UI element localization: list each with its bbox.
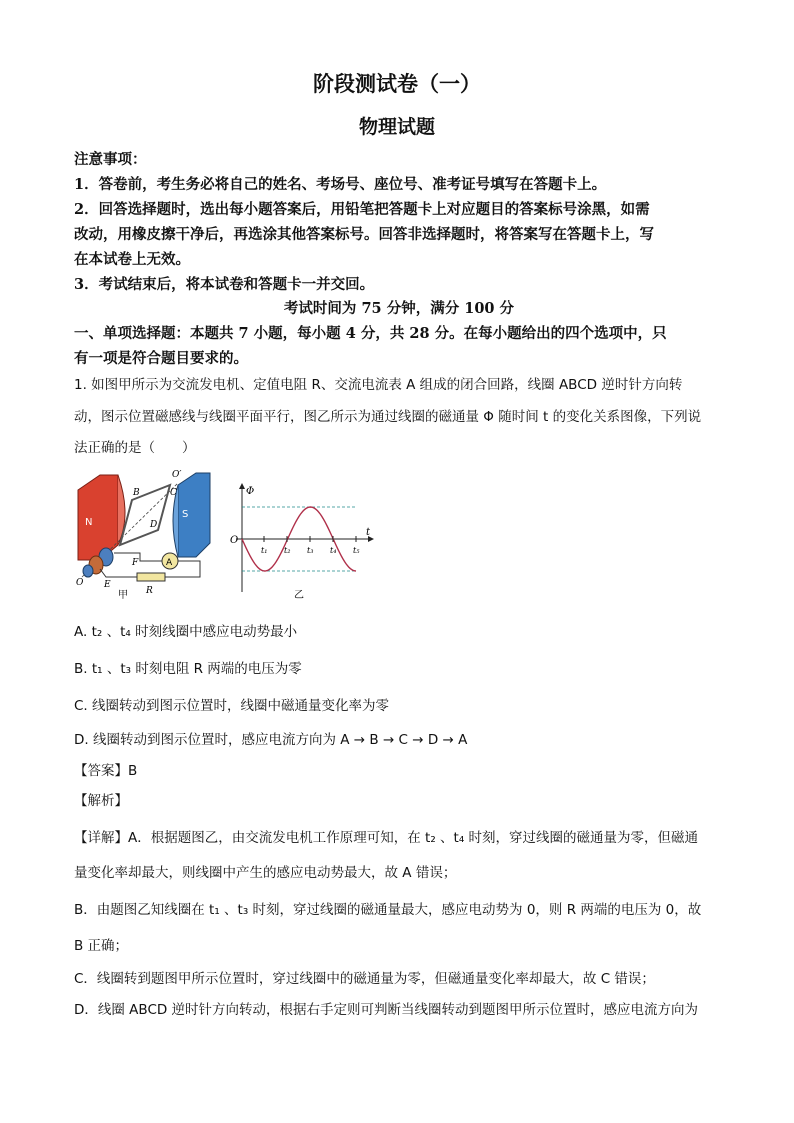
circuit-wire-bottom — [100, 569, 137, 577]
detail-line-3: B．由题图乙知线圈在 t₁ 、t₃ 时刻，穿过线圈的磁通量最大，感应电动势为 0，则 R 两端的电压为 0，故 — [74, 902, 702, 918]
origin-label: O — [230, 535, 239, 546]
answer: 【答案】B — [74, 763, 138, 779]
detail-line-5: C．线圈转到题图甲所示位置时，穿过线圈中的磁通量为零，但磁通量变化率却最大，故 C 错误； — [74, 971, 655, 987]
tick-label: t₁ — [261, 546, 268, 555]
question-stem-line-2: 动，图示位置磁感线与线圈平面平行，图乙所示为通过线圈的磁通量 Φ 随时间 t 的变化关系图像，下列说 — [74, 409, 702, 425]
detail-line-4: B 正确； — [74, 938, 129, 954]
analysis-label: 【解析】 — [74, 793, 128, 809]
notice-item-2-line-1: 2．回答选择题时，选出每小题答案后，用铅笔把答题卡上对应题目的答案标号涂黑，如需 — [74, 201, 650, 218]
option-b: B. t₁ 、t₃ 时刻电阻 R 两端的电压为零 — [74, 661, 302, 677]
detail-line-1: 【详解】A．根据题图乙，由交流发电机工作原理可知，在 t₂ 、t₄ 时刻，穿过线圈的磁通量为零，但磁通 — [74, 830, 699, 846]
caption-yi: 乙 — [294, 590, 304, 601]
south-label: S — [182, 509, 189, 520]
section-heading-line-2: 有一项是符合题目要求的。 — [74, 350, 248, 367]
y-axis-arrow — [239, 483, 245, 489]
question-stem-line-3: 法正确的是（ ） — [74, 440, 196, 456]
detail-line-2: 量变化率却最大，则线圈中产生的感应电动势最大，故 A 错误； — [74, 865, 457, 881]
option-c: C. 线圈转动到图示位置时，线圈中磁通量变化率为零 — [74, 698, 390, 714]
resistor — [137, 573, 165, 581]
page-subtitle: 物理试题 — [358, 116, 435, 138]
label-d: D — [150, 520, 158, 530]
label-o: O — [76, 578, 84, 588]
tick-label: t₅ — [353, 546, 360, 555]
slip-ring-3 — [83, 565, 93, 577]
label-r: R — [146, 586, 153, 596]
tick-label: t₂ — [284, 546, 291, 555]
detail-line-6: D．线圈 ABCD 逆时针方向转动，根据右手定则可判断当线圈转动到题图甲所示位置时，感应电流方向为 — [74, 1002, 699, 1018]
notice-item-3: 3．考试结束后，将本试卷和答题卡一并交回。 — [74, 276, 375, 293]
label-c: C — [170, 488, 177, 498]
ammeter-label: A — [166, 558, 173, 568]
option-a: A. t₂ 、t₄ 时刻线圈中感应电动势最小 — [74, 624, 298, 640]
generator-diagram — [70, 465, 220, 600]
flux-graph — [228, 480, 378, 605]
question-stem-line-1: 1. 如图甲所示为交流发电机、定值电阻 R、交流电流表 A 组成的闭合回路，线圈 ABCD 逆时针方向转 — [74, 377, 683, 393]
notice-item-1: 1．答卷前，考生务必将自己的姓名、考场号、座位号、准考证号填写在答题卡上。 — [74, 176, 607, 193]
caption-jia: 甲 — [118, 590, 128, 600]
section-heading-line-1: 一、单项选择题：本题共 7 小题，每小题 4 分，共 28 分。在每小题给出的四个选项中，只 — [74, 325, 667, 342]
label-f: F — [132, 558, 139, 568]
coil — [120, 485, 170, 545]
label-b: B — [133, 488, 140, 498]
tick-label: t₄ — [330, 546, 337, 555]
label-o-prime: O′ — [172, 470, 182, 480]
north-label: N — [85, 517, 93, 528]
notice-heading: 注意事项： — [74, 151, 147, 168]
exam-info: 考试时间为 75 分钟，满分 100 分 — [283, 300, 515, 317]
y-axis-label: Φ — [246, 486, 255, 497]
tick-label: t₃ — [307, 546, 314, 555]
option-d: D. 线圈转动到图示位置时，感应电流方向为 A → B → C → D → A — [74, 732, 468, 748]
north-pole-face — [118, 475, 125, 545]
x-axis-label: t — [366, 527, 371, 538]
label-e: E — [104, 580, 111, 590]
notice-item-2-line-3: 在本试卷上无效。 — [74, 251, 190, 268]
notice-item-2-line-2: 改动，用橡皮擦干净后，再选涂其他答案标号。回答非选择题时，将答案写在答题卡上，写 — [74, 226, 654, 243]
page-title: 阶段测试卷（一） — [313, 71, 481, 96]
